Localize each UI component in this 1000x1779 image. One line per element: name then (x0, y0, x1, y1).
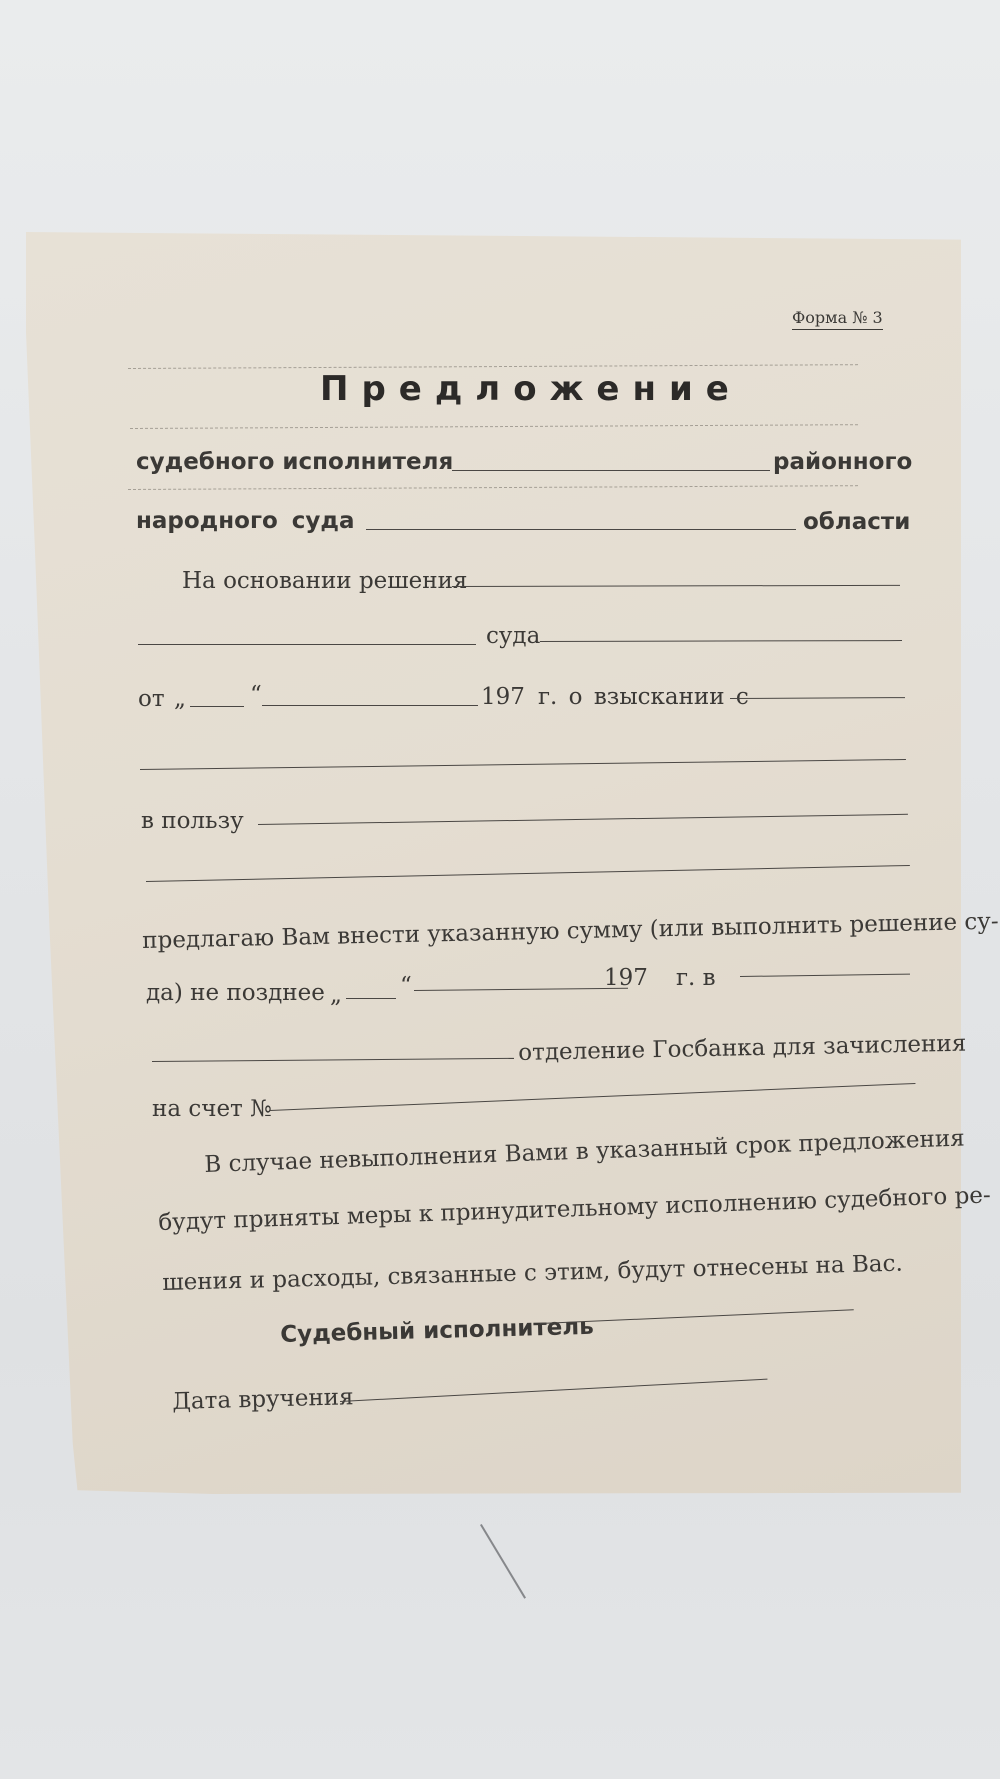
district-label: районного (773, 449, 913, 475)
deadline-year: 197 (604, 965, 648, 991)
form-sheet (26, 232, 961, 1494)
warning-text-3: шения и расходы, связанные с этим, будут отнесены на Вас. (161, 1250, 904, 1296)
warning-text-1: В случае невыполнения Вами в указанный срок предложения (203, 1125, 966, 1178)
signature-label: Судебный исполнитель (279, 1313, 595, 1348)
proposal-text-2: да) не позднее (146, 980, 325, 1006)
district-blank[interactable] (452, 470, 770, 471)
deadline-day-blank[interactable] (346, 998, 396, 999)
region-label: области (803, 509, 911, 535)
peoples-court-label: народного суда (136, 508, 355, 534)
bank-department-label: отделение Госбанка для зачисления (517, 1030, 967, 1066)
recovery-label: г. о взыскании с (538, 684, 749, 710)
day-blank[interactable] (190, 706, 244, 707)
background-scratch (480, 1524, 526, 1599)
basis-label: На основании решения (182, 568, 468, 594)
quote-close: “ (400, 973, 412, 999)
date-prefix: от (138, 686, 165, 712)
form-title: Предложение (320, 369, 742, 409)
quote-open: „ (330, 982, 342, 1008)
deadline-place-label: г. в (676, 965, 716, 991)
court-blank[interactable] (366, 529, 796, 530)
account-label: на счет № (152, 1096, 272, 1122)
bailiff-label: судебного исполнителя (136, 449, 454, 475)
form-number: Форма № 3 (792, 310, 883, 330)
year-prefix: 197 (481, 684, 525, 710)
warning-text-2: будут приняты меры к принудительному исполнению судебного ре- (157, 1182, 992, 1236)
court-label: суда (486, 623, 541, 649)
quote-open: „ (174, 686, 186, 712)
delivery-date-label: Дата вручения (171, 1384, 354, 1415)
court-name-blank[interactable] (138, 644, 476, 645)
month-blank[interactable] (262, 705, 478, 706)
in-favor-label: в пользу (141, 808, 244, 834)
quote-close: “ (250, 682, 262, 708)
proposal-text-1: предлагаю Вам внести указанную сумму (или выполнить решение су- (141, 908, 999, 954)
